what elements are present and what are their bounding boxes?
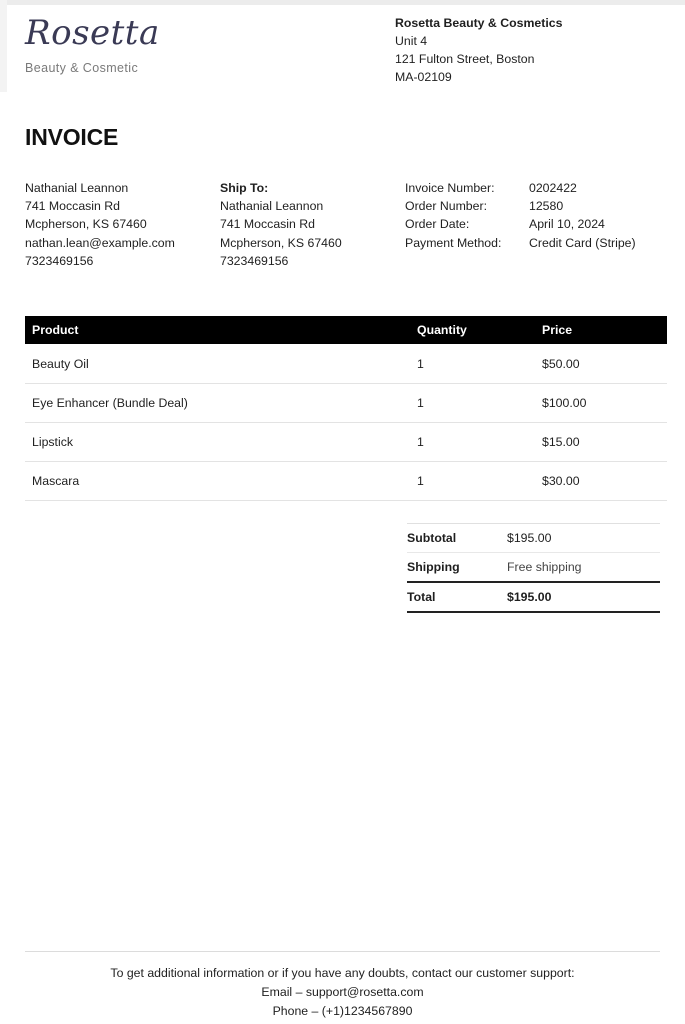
shipping-row xyxy=(407,553,660,583)
payment-method-row xyxy=(405,234,660,252)
company-address-line-1: Unit 4 xyxy=(395,34,428,48)
cell-quantity: 1 xyxy=(417,423,542,462)
shipping-value: Free shipping xyxy=(507,553,660,583)
cell-product: Lipstick xyxy=(25,423,417,462)
line-items-body xyxy=(25,344,667,501)
ship-to-phone: 7323469156 xyxy=(220,253,289,268)
cell-product: Eye Enhancer (Bundle Deal) xyxy=(25,384,417,423)
order-date-row xyxy=(405,215,660,233)
bill-to-block xyxy=(25,179,220,270)
subtotal-row xyxy=(407,524,660,553)
total-row xyxy=(407,582,660,612)
table-row xyxy=(25,344,667,384)
company-address-block xyxy=(395,8,660,86)
line-items-table xyxy=(25,316,667,501)
footer-phone-line: Phone – (+1)1234567890 xyxy=(272,1004,413,1018)
total-label: Total xyxy=(407,582,507,612)
column-header-product: Product xyxy=(25,316,417,344)
order-date-label: Order Date: xyxy=(405,217,470,232)
cell-quantity: 1 xyxy=(417,462,542,501)
line-items-header xyxy=(25,316,667,344)
footer-support-line: To get additional information or if you have any doubts, contact our customer support: xyxy=(110,966,575,980)
bill-to-address-1: 741 Moccasin Rd xyxy=(25,199,121,214)
table-row xyxy=(25,384,667,423)
parties-section xyxy=(25,179,660,270)
ship-to-label: Ship To: xyxy=(220,181,269,195)
payment-method-value: Credit Card (Stripe) xyxy=(529,235,636,250)
subtotal-value: $195.00 xyxy=(507,524,660,553)
totals-table xyxy=(407,523,660,613)
column-header-price: Price xyxy=(542,316,667,344)
cell-price: $30.00 xyxy=(542,462,667,501)
cell-product: Beauty Oil xyxy=(25,344,417,384)
document-header xyxy=(25,0,660,86)
order-number-row xyxy=(405,197,660,215)
subtotal-label: Subtotal xyxy=(407,524,507,553)
table-header-row xyxy=(25,316,667,344)
shipping-label: Shipping xyxy=(407,553,507,583)
order-date-value: April 10, 2024 xyxy=(529,217,605,232)
table-row xyxy=(25,423,667,462)
ship-to-address-2: Mcpherson, KS 67460 xyxy=(220,235,342,250)
bill-to-email: nathan.lean@example.com xyxy=(25,235,175,250)
cell-quantity: 1 xyxy=(417,384,542,423)
table-row xyxy=(25,462,667,501)
column-header-quantity: Quantity xyxy=(417,316,542,344)
brand-tagline: Beauty & Cosmetic xyxy=(25,61,139,75)
page-title: INVOICE xyxy=(25,124,119,150)
order-number-value: 12580 xyxy=(529,199,564,214)
invoice-meta-block xyxy=(405,179,660,270)
company-name: Rosetta Beauty & Cosmetics xyxy=(395,16,563,30)
footer-email-line: Email – support@rosetta.com xyxy=(261,985,424,999)
bill-to-phone: 7323469156 xyxy=(25,253,94,268)
invoice-number-row xyxy=(405,179,660,197)
totals-section xyxy=(25,523,660,613)
payment-method-label: Payment Method: xyxy=(405,235,502,250)
brand-block xyxy=(25,8,160,76)
invoice-number-value: 0202422 xyxy=(529,181,577,195)
invoice-number-label: Invoice Number: xyxy=(405,181,495,195)
order-number-label: Order Number: xyxy=(405,199,488,214)
cell-price: $50.00 xyxy=(542,344,667,384)
cell-product: Mascara xyxy=(25,462,417,501)
total-value: $195.00 xyxy=(507,582,660,612)
cell-price: $15.00 xyxy=(542,423,667,462)
ship-to-name: Nathanial Leannon xyxy=(220,199,324,214)
company-address-line-2: 121 Fulton Street, Boston xyxy=(395,52,535,66)
cell-price: $100.00 xyxy=(542,384,667,423)
ship-to-block xyxy=(220,179,405,270)
ship-to-address-1: 741 Moccasin Rd xyxy=(220,217,316,232)
bill-to-name: Nathanial Leannon xyxy=(25,181,129,195)
invoice-content xyxy=(25,0,660,613)
cell-quantity: 1 xyxy=(417,344,542,384)
document-footer xyxy=(25,951,660,1021)
bill-to-address-2: Mcpherson, KS 67460 xyxy=(25,217,147,232)
company-address-line-3: MA-02109 xyxy=(395,70,452,84)
brand-logo-text: Rosetta xyxy=(25,13,160,53)
